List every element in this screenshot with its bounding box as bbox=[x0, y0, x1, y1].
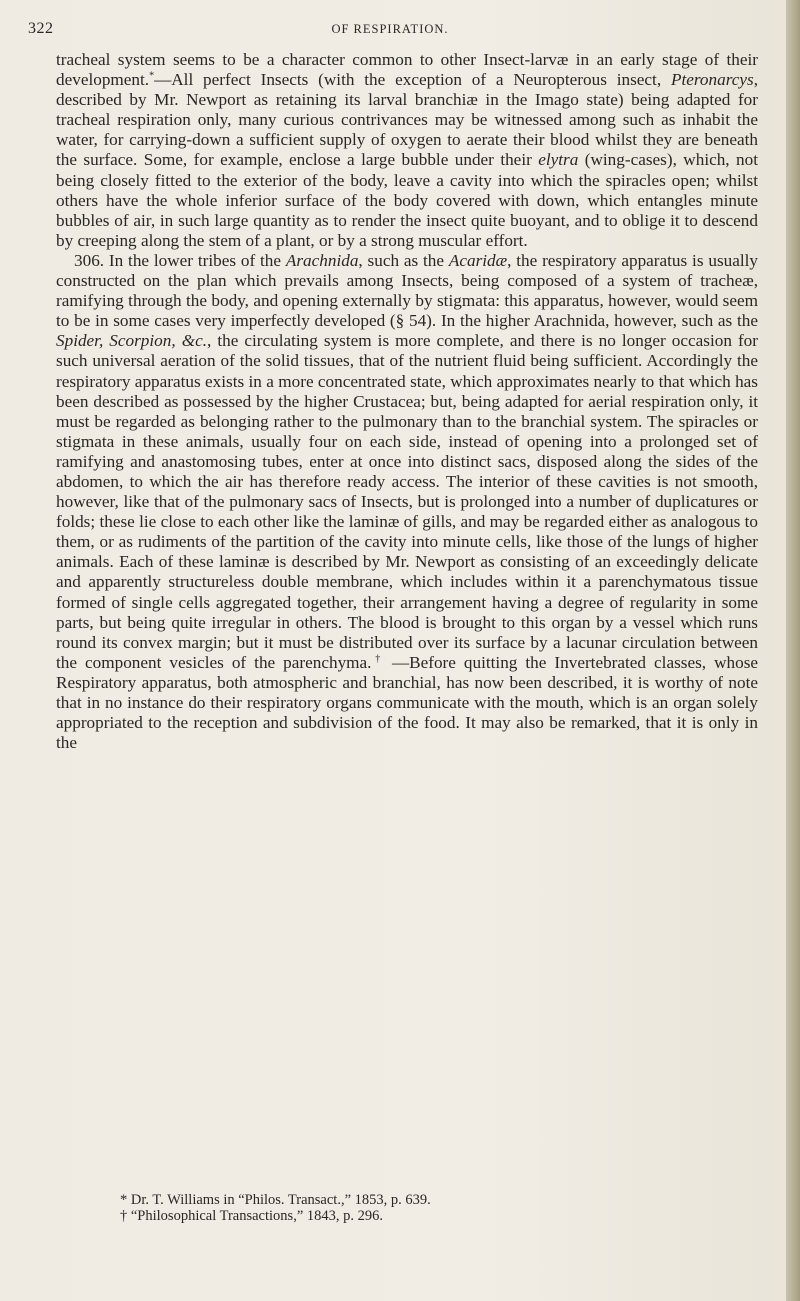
body-text bbox=[56, 50, 758, 753]
paragraph-tracheal: tracheal system seems to be a character common to other Insect-larvæ in an early stage of their development.*—All perfect Insects (with the exception of a Neuropterous insect, Pteronarcys, described by Mr. Newport as retaining its larval branchiæ in the Imago state) being adapted for tracheal respiration only, many curious contrivances may be witnessed among such as inhabit the water, for carrying-down a sufficient supply of oxygen to aerate their blood whilst they are beneath the surface. Some, for example, enclose a large bubble under their elytra (wing-cases), which, not being closely fitted to the exterior of the body, leave a cavity into which the spiracles open; whilst others have the whole inferior surface of the body covered with down, which entangles minute bubbles of air, in such large quantity as to render the insect quite buoyant, and to oblige it to descend by creeping along the stem of a plant, or by a strong muscular effort. bbox=[56, 50, 758, 250]
footnotes bbox=[56, 1193, 758, 1224]
footnote-1: * Dr. T. Williams in “Philos. Transact.,” 1853, p. 639. bbox=[120, 1192, 431, 1208]
page-header bbox=[0, 18, 780, 42]
page-edge bbox=[786, 0, 800, 1301]
footnote-ref-2: † bbox=[371, 653, 384, 665]
page-number: 322 bbox=[28, 20, 54, 37]
footnote-2: † “Philosophical Transactions,” 1843, p. 296. bbox=[120, 1207, 384, 1224]
paragraph-306: 306. In the lower tribes of the Arachnida, such as the Acaridæ, the respiratory apparatus is usually constructed on the plan which prevails among Insects, being composed of a system of tracheæ, ramifying through the body, and opening externally by stigmata: this apparatus, however, would seem to be in some cases very imperfectly developed (§ 54). In the higher Arachnida, however, such as the Spider, Scorpion, &c., the circulating system is more complete, and there is no longer occasion for such universal aeration of the solid tissues, that of the nutrient fluid being sufficient. Accordingly the respiratory apparatus exists in a more concentrated state, which approximates nearly to that which has been described as possessed by the higher Crustacea; but, being adapted for aerial respiration only, it must be regarded as belonging rather to the pulmonary than to the branchial system. The spiracles or stigmata in these animals, usually four on each side, instead of opening into a prolonged set of ramifying and anastomosing tubes, enter at once into distinct sacs, disposed along the sides of the abdomen, to which the air has therefore ready access. The interior of these cavities is not smooth, however, like that of the pulmonary sacs of Insects, but is prolonged into a number of duplicatures or folds; these lie close to each other like the laminæ of gills, and may be regarded either as analogous to them, or as rudiments of the partition of the cavity into minute cells, like those of the lungs of higher animals. Each of these laminæ is described by Mr. Newport as consisting of an exceedingly delicate and apparently structureless double membrane, which includes within it a parenchymatous tissue formed of single cells aggregated together, their arrangement having a degree of regularity in some parts, but being quite irregular in others. The blood is brought to this organ by a vessel which runs round its convex margin; but it must be distributed over its surface by a lacunar circulation between the component vesicles of the parenchyma.† —Before quitting the Invertebrated classes, whose Respiratory apparatus, both atmospheric and branchial, has now been described, it is worthy of note that in no instance do their respiratory organs communicate with the mouth, which is an organ solely appropriated to the reception and subdivision of the food. It may also be remarked, that it is only in the bbox=[56, 250, 759, 753]
footnote-ref-1: * bbox=[149, 70, 155, 82]
running-head: OF RESPIRATION. bbox=[331, 22, 449, 36]
